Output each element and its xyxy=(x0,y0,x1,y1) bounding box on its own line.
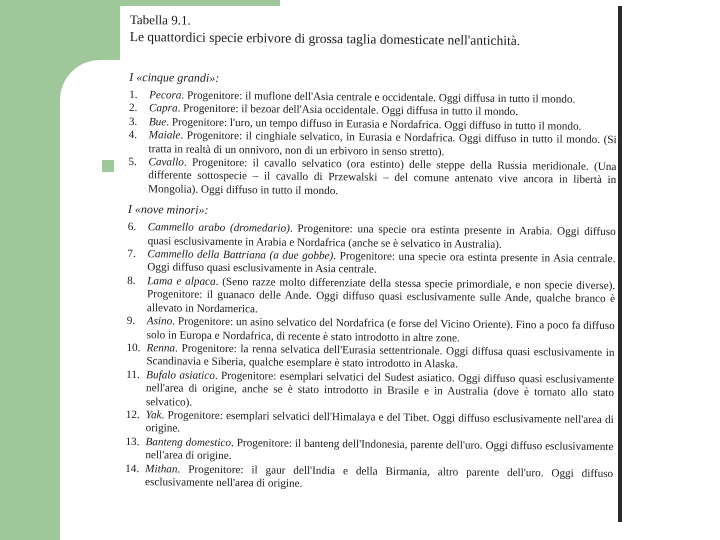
species-name: Banteng domestico xyxy=(145,435,232,449)
species-description: . Progenitore: il muflone dell'Asia centrale e occidentale. Oggi diffusa in tutto il mondo. xyxy=(181,89,576,106)
species-entry xyxy=(125,463,613,495)
group-heading: I «nove minori»: xyxy=(127,202,209,218)
entry-number: 2. xyxy=(128,102,138,115)
species-description: . Progenitore: il cinghiale selvatico, in Eurasia e Nordafrica. Oggi diffuso in tutto il mondo. (Si tratta in realtà di un onnivoro, non di un erbivoro in senso stretto). xyxy=(148,129,617,158)
slide-bullet-square xyxy=(102,160,114,172)
species-name: Maiale xyxy=(148,129,181,142)
table-number: Tabella 9.1. xyxy=(129,12,191,28)
species-description: . Progenitore: esemplari selvatici del Sudest asiatico. Oggi diffuso quasi esclusivamente nell'area di origine, anche se è stato introdotto in Brasile e in Australia (dove è tornato allo stato selvatico). xyxy=(145,369,615,409)
species-description: . Progenitore: una specie ora estinta presente in Arabia. Oggi diffuso quasi esclusivamente in Arabia e Nordafrica (anche se è selvatico in Australia). xyxy=(147,222,616,251)
species-name: Bufalo asiatico xyxy=(146,368,215,382)
species-name: Cammello arabo (dromedario) xyxy=(147,221,290,235)
entry-number: 8. xyxy=(127,274,136,287)
species-description: . Progenitore: il gaur dell'India e della Birmania, altro parente dell'uro. Oggi diffuso esclusivamente nell'area di origine. xyxy=(145,463,614,490)
species-entry xyxy=(128,156,616,201)
entry-number: 1. xyxy=(129,88,138,102)
species-description: . Progenitore: il bezoar dell'Asia occidentale. Oggi diffusa in tutto il mondo. xyxy=(177,102,519,119)
entry-number: 7. xyxy=(127,248,136,261)
scanned-book-page xyxy=(120,6,622,522)
entry-number: 14. xyxy=(125,462,140,475)
species-entry xyxy=(126,369,614,414)
entry-number: 11. xyxy=(126,368,140,381)
species-name: Pecora xyxy=(149,89,182,102)
species-description: . Progenitore: una specie ora estinta presente in Asia centrale. Oggi diffuso quasi esclusivamente in Asia centrale. xyxy=(147,250,616,277)
species-name: Capra xyxy=(148,102,178,115)
entry-number: 9. xyxy=(126,315,136,328)
entry-number: 5. xyxy=(128,156,137,169)
table-title: Le quattordici specie erbivore di grossa taglia domesticate nell'antichità. xyxy=(129,28,521,49)
species-name: Renna xyxy=(146,342,176,355)
species-description: . Progenitore: il banteng dell'Indonesia, parente dell'uro. Oggi diffuso esclusivamente nell'area di origine. xyxy=(145,436,614,463)
species-description: . (Seno razze molto differenziate della stessa specie primordiale, e non specie diverse). Progenitore: il guanaco delle Ande. Oggi diffuso quasi esclusivamente sulle Ande, qualche branco è allevato in Nordamerica. xyxy=(146,275,616,316)
entry-number: 10. xyxy=(126,341,141,355)
entry-number: 12. xyxy=(125,408,140,422)
group-heading: I «cinque grandi»: xyxy=(129,69,220,85)
entry-number: 4. xyxy=(128,129,138,142)
entry-number: 13. xyxy=(125,435,140,448)
species-name: Mithan xyxy=(145,462,178,476)
entry-number: 6. xyxy=(127,221,137,234)
species-description: . Progenitore: la renna selvatica dell'Eurasia settentrionale. Oggi diffusa quasi esclusivamente in Scandinavia e Siberia, qualche esemplare è stato introdotto in Alaska. xyxy=(146,342,615,371)
species-groups xyxy=(125,70,617,494)
species-name: Lama e alpaca xyxy=(147,275,216,288)
table-content xyxy=(125,12,618,494)
species-description: . Progenitore: il cavallo selvatico (ora estinto) delle steppe della Russia meridionale. (Una differente sottospecie – il cavallo di Przewalski – del comune antenato vive ancora in libertà in Mongolia). Oggi diffuso in tutto il mondo. xyxy=(148,156,617,198)
species-name: Yak xyxy=(145,409,162,422)
species-description: . Progenitore: esemplari selvatici dell'Himalaya e del Tibet. Oggi diffuso esclusivamente nell'area di origine. xyxy=(145,409,614,435)
species-name: Cavallo xyxy=(148,156,184,169)
page-edge-shadow xyxy=(618,6,622,522)
species-entry xyxy=(127,275,615,320)
species-name: Asino xyxy=(146,315,173,328)
species-description: . Progenitore: un asino selvatico del Nordafrica (e forse del Vicino Oriente). Fino a poco fa diffuso solo in Europa e Nordafrica, di recente è stato introdotto in altre zone. xyxy=(146,315,615,344)
species-description: . Progenitore: l'uro, un tempo diffuso in Eurasia e Nordafrica. Oggi diffuso in tutto il mondo. xyxy=(166,116,582,133)
species-name: Cammello della Battriana (a due gobbe) xyxy=(147,248,334,263)
species-name: Bue xyxy=(148,116,167,129)
entry-number: 3. xyxy=(128,115,138,128)
